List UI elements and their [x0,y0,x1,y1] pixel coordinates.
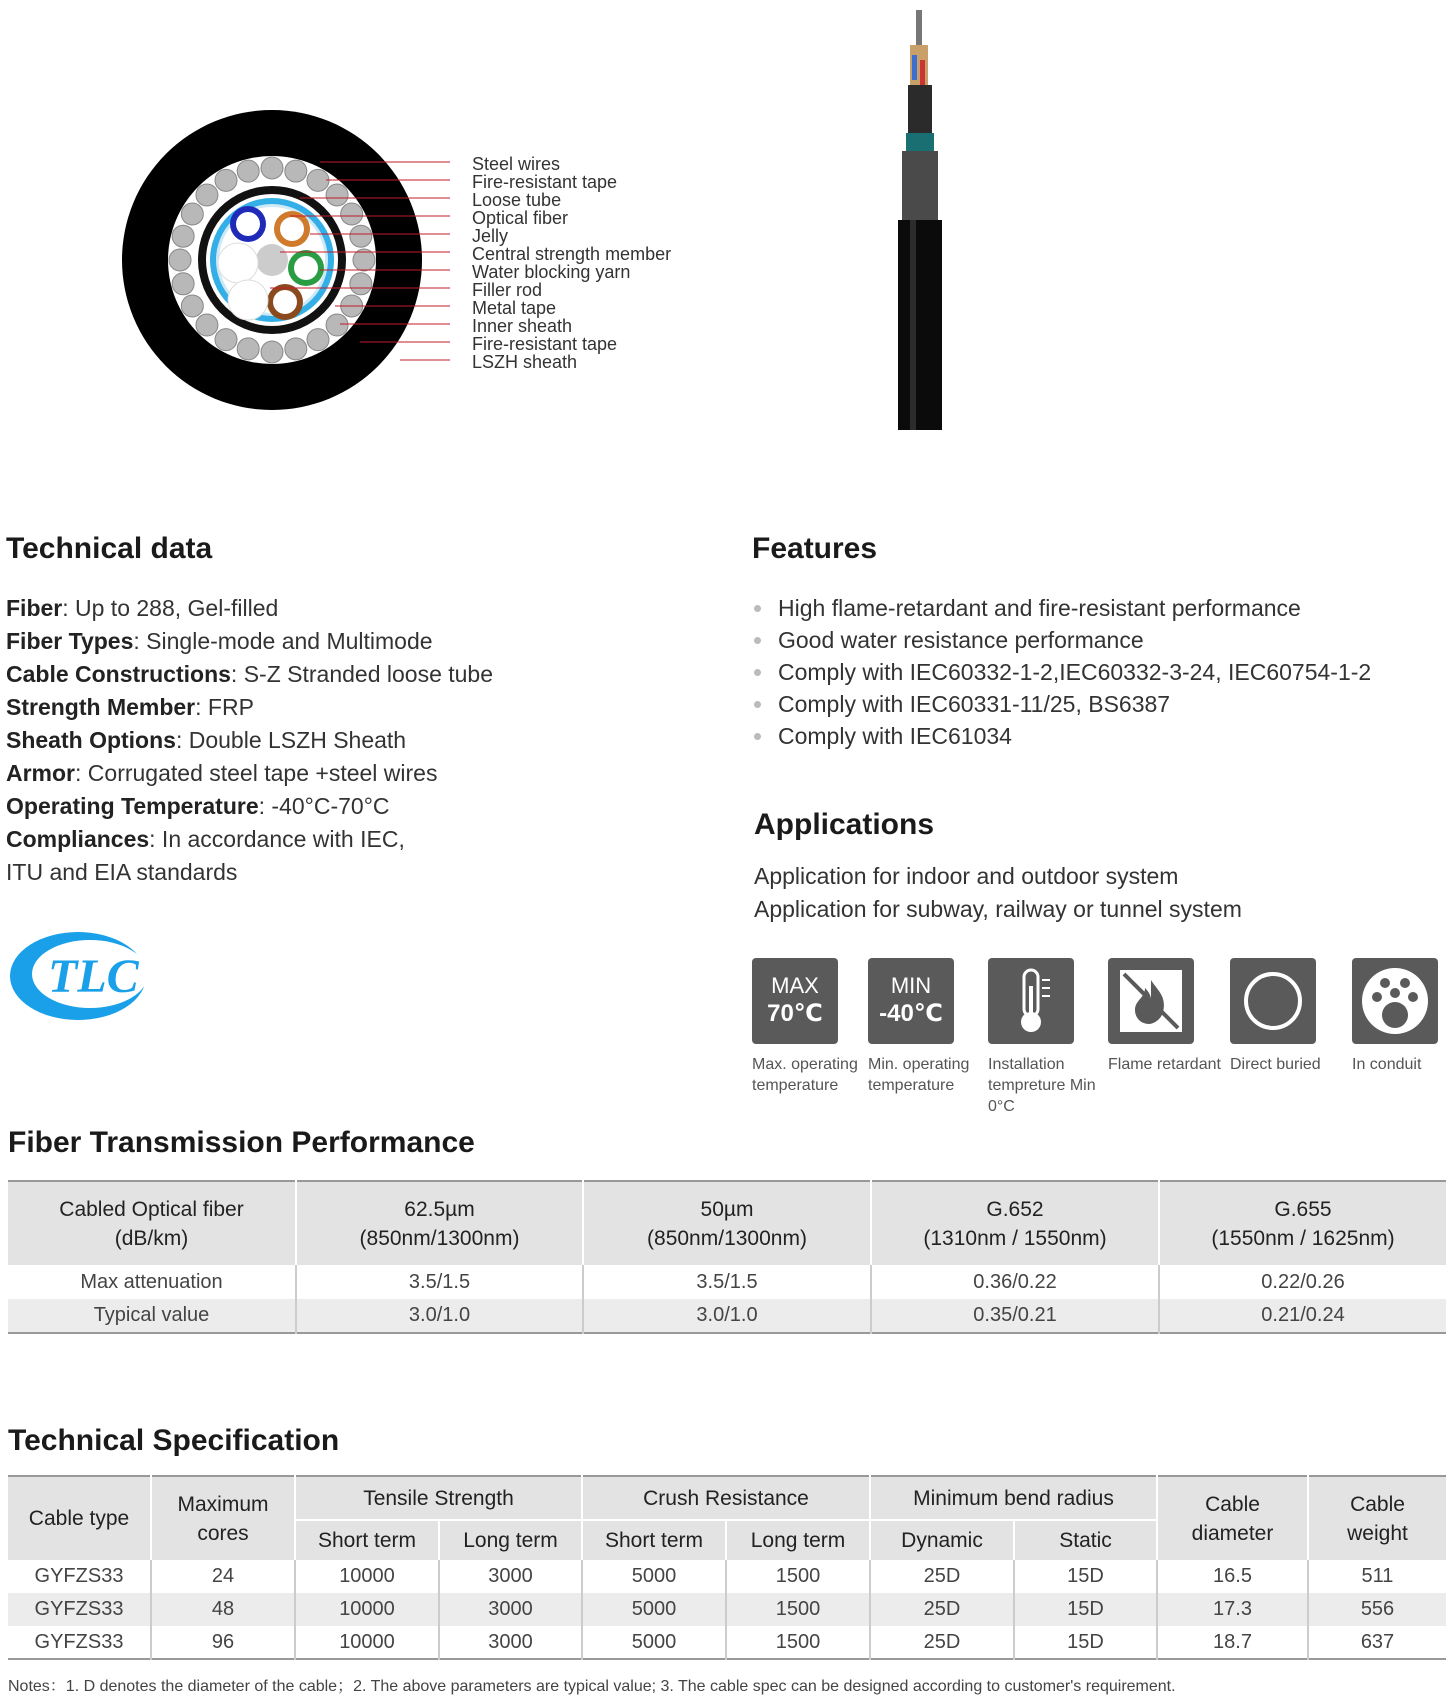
feature-item: Comply with IEC60331-11/25, BS6387 [752,688,1442,720]
features-title: Features [752,532,878,565]
icon-caption: Max. operating temperature [752,1056,858,1094]
table-header: 62.5µm (850nm/1300nm) [296,1181,583,1265]
direct-buried-badge [1230,958,1321,1075]
table-header: 50µm (850nm/1300nm) [583,1181,871,1265]
table-header: G.655 (1550nm / 1625nm) [1159,1181,1446,1265]
tech-item: Compliances: In accordance with IEC, [6,826,405,852]
legend-label: Optical fiber [472,208,569,228]
notes: Notes：1. D denotes the diameter of the cable；2. The above parameters are typical value; 3. The cable spec can be designed according to customer's requirement. [8,1678,1176,1695]
legend-label: Fire-resistant tape [472,172,618,192]
applications-title: Applications [754,808,935,841]
table-row: Typical value 3.0/1.0 3.0/1.0 0.35/0.21 0.21/0.24 [8,1299,1446,1333]
technical-specification-title: Technical Specification [8,1424,340,1457]
legend-label: Fire-resistant tape [472,334,618,354]
max-temp-icon: MAX 70℃ [752,958,838,1044]
legend-label: Jelly [472,226,509,246]
table-header: Cable diameter [1157,1476,1308,1560]
fiber-transmission-table [8,1180,1446,1334]
property-icons [752,958,1452,1128]
application-item: Application for subway, railway or tunnel system [754,896,1242,922]
icon-caption: Min. operating temperature [868,1056,970,1094]
table-header: Tensile Strength [295,1476,582,1520]
thermometer-icon [988,958,1074,1044]
install-temp-badge [988,958,1096,1117]
tech-item: Armor: Corrugated steel tape +steel wires [6,760,438,786]
tlc-logo [8,930,148,1022]
cross-section-legend [472,155,732,371]
icon-caption: Direct buried [1230,1056,1321,1073]
table-header: G.652 (1310nm / 1550nm) [871,1181,1159,1265]
cable-photo [880,5,960,430]
feature-item: Comply with IEC61034 [752,720,1442,752]
table-header: Long term [726,1520,870,1560]
legend-label: Steel wires [472,154,561,174]
legend-label: Water blocking yarn [472,262,631,282]
table-row: Max attenuation 3.5/1.5 3.5/1.5 0.36/0.22 0.22/0.26 [8,1265,1446,1299]
application-item: Application for indoor and outdoor system [754,863,1179,889]
feature-item: Good water resistance performance [752,624,1442,656]
tech-item: Operating Temperature: -40°C-70°C [6,793,390,819]
technical-data-list [6,592,566,889]
legend-label: Loose tube [472,190,562,210]
table-header: Short term [295,1520,439,1560]
direct-buried-icon [1230,958,1316,1044]
table-row: GYFZS33 48 10000 3000 5000 1500 25D 15D 17.3 556 [8,1593,1446,1626]
fiber-transmission-title: Fiber Transmission Performance [8,1126,475,1159]
technical-specification-table [8,1475,1446,1660]
min-temp-badge [868,958,970,1096]
icon-caption: Flame retardant [1108,1056,1221,1073]
tech-item: Sheath Options: Double LSZH Sheath [6,727,407,753]
features-list [752,592,1442,752]
tech-item: Strength Member: FRP [6,694,254,720]
legend-label: Filler rod [472,280,543,300]
flame-retardant-icon [1108,958,1194,1044]
table-row: GYFZS33 96 10000 3000 5000 1500 25D 15D 18.7 637 [8,1626,1446,1659]
tech-item: Fiber: Up to 288, Gel-filled [6,595,279,621]
table-header: Short term [582,1520,726,1560]
applications-list [754,860,1242,926]
svg-text:TLC: TLC [48,950,139,1003]
flame-retardant-badge [1108,958,1221,1075]
in-conduit-icon [1352,958,1438,1044]
icon-caption: In conduit [1352,1056,1422,1073]
icon-caption: Installation tempreture Min 0°C [988,1056,1096,1115]
feature-item: Comply with IEC60332-1-2,IEC60332-3-24, IEC60754-1-2 [752,656,1442,688]
table-header: Minimum bend radius [870,1476,1157,1520]
tech-item: Fiber Types: Single-mode and Multimode [6,628,433,654]
max-temp-badge [752,958,858,1096]
table-header: Static [1014,1520,1157,1560]
table-header: Maximum cores [151,1476,295,1560]
in-conduit-badge [1352,958,1440,1075]
table-header: Cabled Optical fiber (dB/km) [8,1181,296,1265]
legend-label: Central strength member [472,244,672,264]
table-header: Cable type [8,1476,151,1560]
table-header: Dynamic [870,1520,1014,1560]
technical-data-title: Technical data [6,532,213,565]
tech-item: Cable Constructions: S-Z Stranded loose tube [6,661,494,687]
cable-cross-section [120,105,450,415]
table-header: Cable weight [1308,1476,1446,1560]
legend-label: Inner sheath [472,316,573,336]
legend-label: LSZH sheath [472,352,578,372]
tech-item-continuation: ITU and EIA standards [6,859,238,885]
table-header: Crush Resistance [582,1476,870,1520]
table-header: Long term [439,1520,582,1560]
min-temp-icon: MIN -40℃ [868,958,954,1044]
legend-label: Metal tape [472,298,557,318]
feature-item: High flame-retardant and fire-resistant performance [752,592,1442,624]
table-row: GYFZS33 24 10000 3000 5000 1500 25D 15D 16.5 511 [8,1560,1446,1593]
